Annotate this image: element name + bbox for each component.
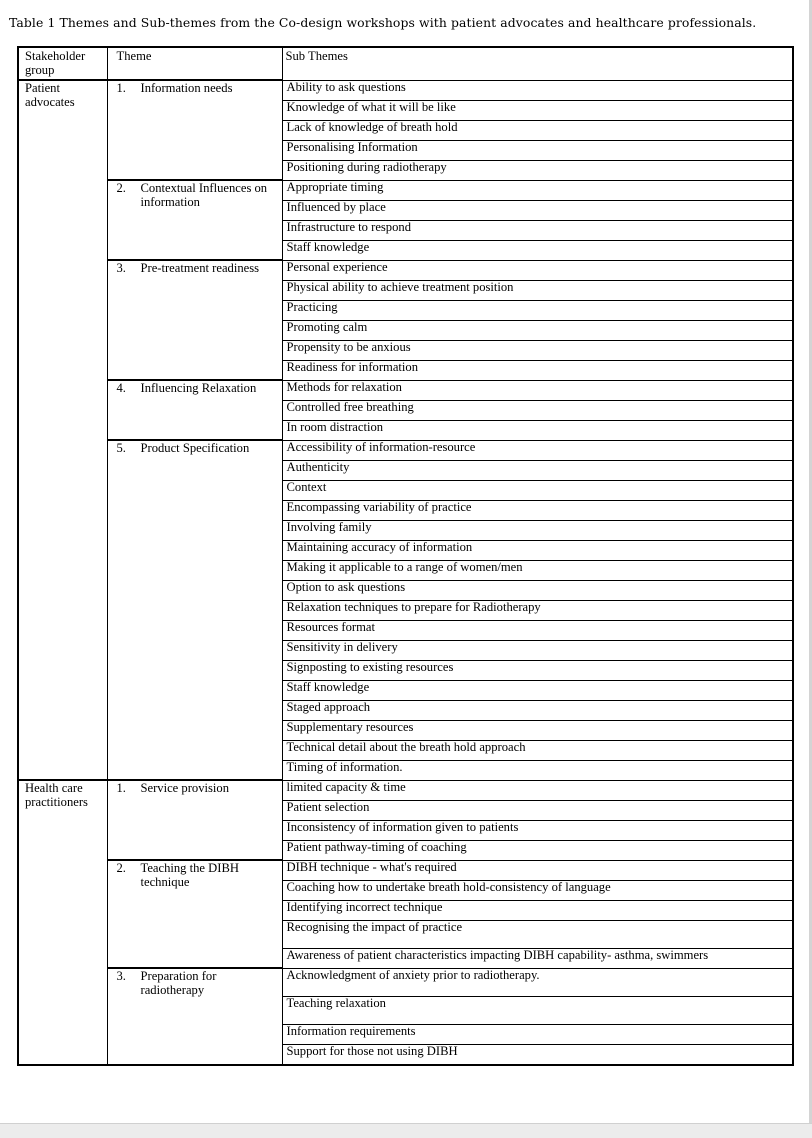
theme-name: Service provision	[140, 781, 229, 795]
theme-number: 3.	[116, 969, 126, 983]
sub-theme-cell: Context	[282, 480, 793, 500]
theme-cell	[107, 180, 282, 260]
sub-theme-cell: Positioning during radiotherapy	[282, 160, 793, 180]
sub-theme-cell: Physical ability to achieve treatment position	[282, 280, 793, 300]
header-row	[18, 47, 793, 80]
sub-theme-cell: Lack of knowledge of breath hold	[282, 120, 793, 140]
theme-cell	[107, 440, 282, 780]
sub-theme-cell: Promoting calm	[282, 320, 793, 340]
sub-theme-cell: Coaching how to undertake breath hold-consistency of language	[282, 880, 793, 900]
table-caption: Table 1 Themes and Sub-themes from the Co-design workshops with patient advocates and healthcare professionals.	[9, 15, 757, 30]
theme-cell	[107, 80, 282, 180]
sub-theme-cell: Encompassing variability of practice	[282, 500, 793, 520]
sub-theme-cell: Signposting to existing resources	[282, 660, 793, 680]
sub-theme-cell: Technical detail about the breath hold approach	[282, 740, 793, 760]
sub-theme-cell: Authenticity	[282, 460, 793, 480]
sub-theme-cell: Staged approach	[282, 700, 793, 720]
sub-theme-cell: Support for those not using DIBH	[282, 1044, 793, 1065]
stakeholder-group-cell: Health care practitioners	[18, 780, 107, 1065]
theme-cell	[107, 860, 282, 968]
sub-theme-cell: Propensity to be anxious	[282, 340, 793, 360]
sub-theme-cell: Personalising Information	[282, 140, 793, 160]
sub-theme-cell: Option to ask questions	[282, 580, 793, 600]
sub-theme-cell: Involving family	[282, 520, 793, 540]
sub-theme-cell: Patient pathway-timing of coaching	[282, 840, 793, 860]
theme-number: 4.	[116, 381, 126, 395]
theme-cell	[107, 260, 282, 380]
sub-theme-cell: Methods for relaxation	[282, 380, 793, 400]
sub-theme-cell: Personal experience	[282, 260, 793, 280]
sub-theme-cell: Resources format	[282, 620, 793, 640]
sub-theme-cell: Relaxation techniques to prepare for Radiotherapy	[282, 600, 793, 620]
sub-theme-cell: Maintaining accuracy of information	[282, 540, 793, 560]
sub-theme-cell: In room distraction	[282, 420, 793, 440]
sub-theme-cell: Accessibility of information-resource	[282, 440, 793, 460]
theme-number: 5.	[116, 441, 126, 455]
sub-theme-cell: Influenced by place	[282, 200, 793, 220]
sub-theme-cell: Identifying incorrect technique	[282, 900, 793, 920]
header-theme: Theme	[107, 47, 282, 80]
sub-theme-cell: Making it applicable to a range of women/men	[282, 560, 793, 580]
theme-number: 3.	[116, 261, 126, 275]
sub-theme-cell: Sensitivity in delivery	[282, 640, 793, 660]
theme-name: Teaching the DIBH technique	[140, 861, 239, 889]
sub-theme-cell: Readiness for information	[282, 360, 793, 380]
theme-name: Information needs	[140, 81, 233, 95]
sub-theme-cell: Information requirements	[282, 1024, 793, 1044]
sub-theme-cell: Supplementary resources	[282, 720, 793, 740]
theme-number: 1.	[116, 81, 126, 95]
themes-table	[17, 46, 794, 1066]
header-sub-themes: Sub Themes	[282, 47, 793, 80]
sub-theme-cell: Staff knowledge	[282, 680, 793, 700]
sub-theme-cell: Staff knowledge	[282, 240, 793, 260]
sub-theme-cell: Knowledge of what it will be like	[282, 100, 793, 120]
theme-number: 2.	[116, 181, 126, 195]
sub-theme-cell: Teaching relaxation	[282, 996, 793, 1024]
page-bottom-gutter	[0, 1123, 812, 1138]
sub-theme-cell: limited capacity & time	[282, 780, 793, 800]
table-row	[18, 440, 793, 460]
sub-theme-cell: Timing of information.	[282, 760, 793, 780]
table-row	[18, 260, 793, 280]
sub-theme-cell: Awareness of patient characteristics impacting DIBH capability- asthma, swimmers	[282, 948, 793, 968]
sub-theme-cell: Inconsistency of information given to patients	[282, 820, 793, 840]
theme-name: Contextual Influences on information	[140, 181, 268, 209]
table-row	[18, 380, 793, 400]
theme-cell	[107, 380, 282, 440]
sub-theme-cell: Ability to ask questions	[282, 80, 793, 100]
theme-name: Influencing Relaxation	[140, 381, 257, 395]
table-row	[18, 80, 793, 100]
sub-theme-cell: Infrastructure to respond	[282, 220, 793, 240]
sub-theme-cell: Practicing	[282, 300, 793, 320]
table-row	[18, 968, 793, 996]
table-row	[18, 780, 793, 800]
sub-theme-cell: Recognising the impact of practice	[282, 920, 793, 948]
themes-table-body	[18, 47, 793, 1065]
table-row	[18, 860, 793, 880]
theme-name: Preparation for radiotherapy	[140, 969, 217, 997]
table-row	[18, 180, 793, 200]
theme-name: Pre-treatment readiness	[140, 261, 260, 275]
sub-theme-cell: Appropriate timing	[282, 180, 793, 200]
sub-theme-cell: Patient selection	[282, 800, 793, 820]
theme-cell	[107, 968, 282, 1065]
theme-number: 1.	[116, 781, 126, 795]
theme-number: 2.	[116, 861, 126, 875]
sub-theme-cell: Controlled free breathing	[282, 400, 793, 420]
theme-cell	[107, 780, 282, 860]
stakeholder-group-cell: Patient advocates	[18, 80, 107, 780]
header-stakeholder-group: Stakeholder group	[18, 47, 107, 80]
sub-theme-cell: Acknowledgment of anxiety prior to radiotherapy.	[282, 968, 793, 996]
sub-theme-cell: DIBH technique - what's required	[282, 860, 793, 880]
theme-name: Product Specification	[140, 441, 250, 455]
